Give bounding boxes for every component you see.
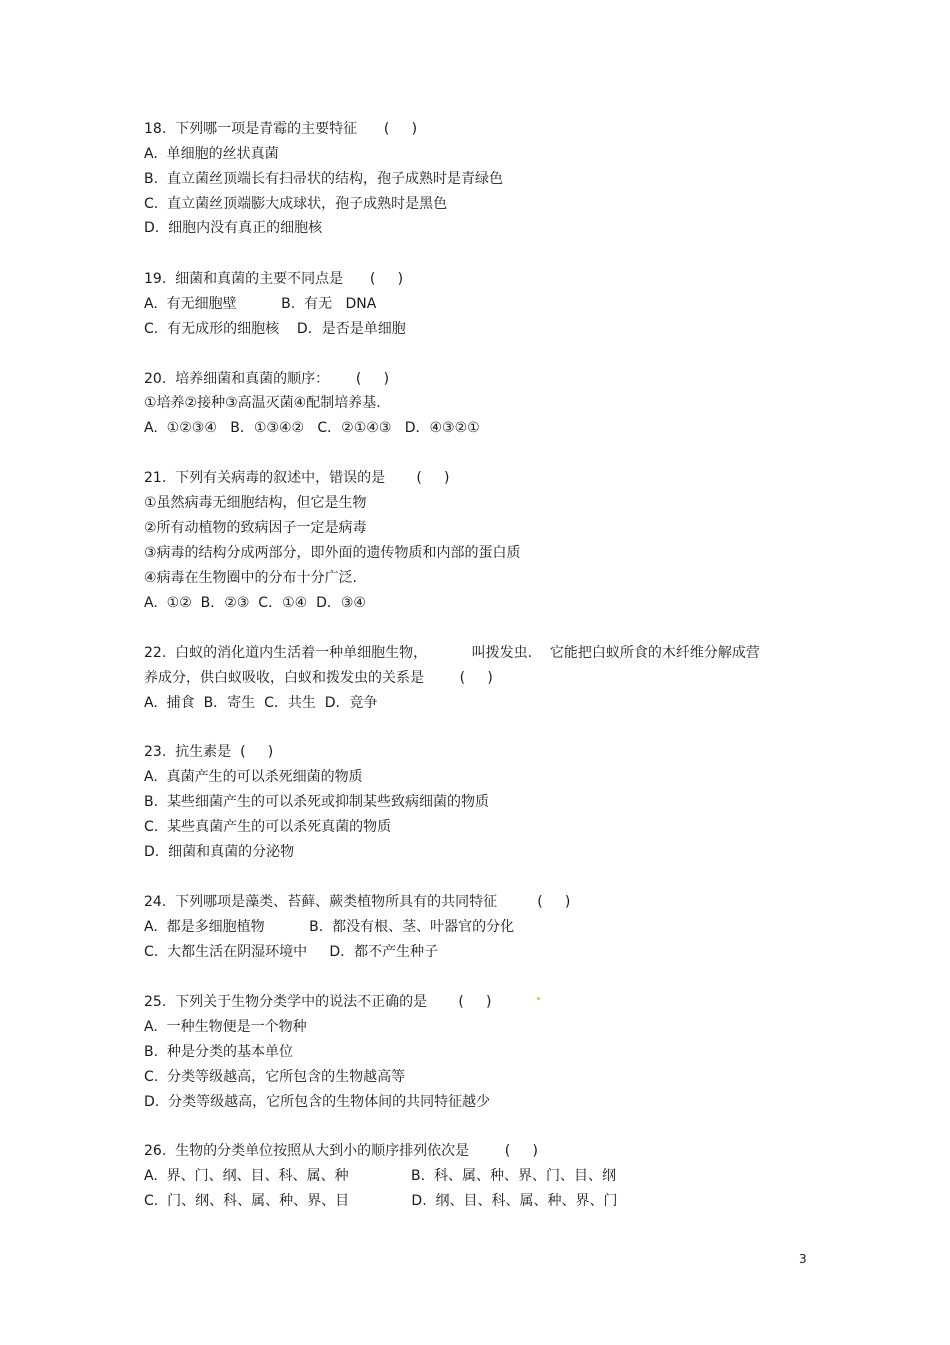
question-22-options: A. 捕食 B．寄生 C．共生 D．竞争 xyxy=(144,695,378,711)
question-25-option-c: C. 分类等级越高，它所包含的生物越高等 xyxy=(144,1069,406,1085)
question-21-options: A. ①② B．②③ C．①④ D．③④ xyxy=(144,595,366,611)
question-21-statement-1: ①虽然病毒无细胞结构，但它是生物 xyxy=(144,495,367,511)
question-24-stem: 24. 下列哪项是藻类、苔藓、蕨类植物所具有的共同特征 ( ) xyxy=(144,894,571,910)
question-18-option-d: D. 细胞内没有真正的细胞核 xyxy=(144,220,323,236)
question-18-stem: 18. 下列哪一项是青霉的主要特征 ( ) xyxy=(144,121,418,137)
question-22-stem: 22. 白蚁的消化道内生活着一种单细胞生物， 叫拨发虫. 它能把白蚁所食的木纤维分解成营 xyxy=(144,645,760,661)
question-26-options-ab: A. 界、门、纲、目、科、属、种 B. 科、属、种、界、门、目、纲 xyxy=(144,1168,616,1184)
question-18-option-a: A. 单细胞的丝状真菌 xyxy=(144,146,279,162)
question-19-options-cd: C. 有无成形的细胞核 D．是否是单细胞 xyxy=(144,321,406,337)
question-23-option-c: C. 某些真菌产生的可以杀死真菌的物质 xyxy=(144,819,392,835)
question-26-stem: 26. 生物的分类单位按照从大到小的顺序排列依次是 ( ) xyxy=(144,1143,538,1159)
question-23-option-b: B. 某些细菌产生的可以杀死或抑制某些致病细菌的物质 xyxy=(144,794,489,810)
question-19-stem: 19. 细菌和真菌的主要不同点是 ( ) xyxy=(144,271,404,287)
question-21-stem: 21. 下列有关病毒的叙述中，错误的是 ( ) xyxy=(144,470,450,486)
question-25-option-b: B. 种是分类的基本单位 xyxy=(144,1044,293,1060)
question-21-statement-3: ③病毒的结构分成两部分，即外面的遗传物质和内部的蛋白质 xyxy=(144,545,521,561)
question-20-steps: ①培养②接种③高温灭菌④配制培养基. xyxy=(144,395,381,411)
question-25-stem: 25. 下列关于生物分类学中的说法不正确的是 ( ) xyxy=(144,994,492,1010)
question-23-stem: 23. 抗生素是 ( ) xyxy=(144,744,274,760)
question-20-stem: 20. 培养细菌和真菌的顺序： ( ) xyxy=(144,371,390,387)
question-21-statement-4: ④病毒在生物圈中的分布十分广泛. xyxy=(144,570,358,586)
question-21-statement-2: ②所有动植物的致病因子一定是病毒 xyxy=(144,520,367,536)
question-22-stem-continued: 养成分，供白蚁吸收，白蚁和拨发虫的关系是 ( ) xyxy=(144,670,493,686)
question-24-options-cd: C. 大都生活在阴湿环境中 D．都不产生种子 xyxy=(144,944,439,960)
question-25-option-a: A. 一种生物便是一个物种 xyxy=(144,1019,307,1035)
question-23-option-d: D. 细菌和真菌的分泌物 xyxy=(144,844,295,860)
question-24-options-ab: A. 都是多细胞植物 B. 都没有根、茎、叶器官的分化 xyxy=(144,919,515,935)
question-20-options: A. ①②③④ B．①③④② C．②①④③ D．④③②① xyxy=(144,420,480,436)
question-26-options-cd: C. 门、纲、科、属、种、界、目 D. 纲、目、科、属、种、界、门 xyxy=(144,1193,618,1209)
page-number: 3 xyxy=(799,1252,807,1266)
question-18-option-c: C. 直立菌丝顶端膨大成球状，孢子成熟时是黑色 xyxy=(144,196,448,212)
question-25-option-d: D. 分类等级越高，它所包含的生物体间的共同特征越少 xyxy=(144,1094,491,1110)
stray-mark xyxy=(537,997,540,1000)
question-18-option-b: B. 直立菌丝顶端长有扫帚状的结构，孢子成熟时是青绿色 xyxy=(144,171,503,187)
question-23-option-a: A. 真菌产生的可以杀死细菌的物质 xyxy=(144,769,363,785)
question-19-options-ab: A. 有无细胞壁 B. 有无 DNA xyxy=(144,296,377,312)
